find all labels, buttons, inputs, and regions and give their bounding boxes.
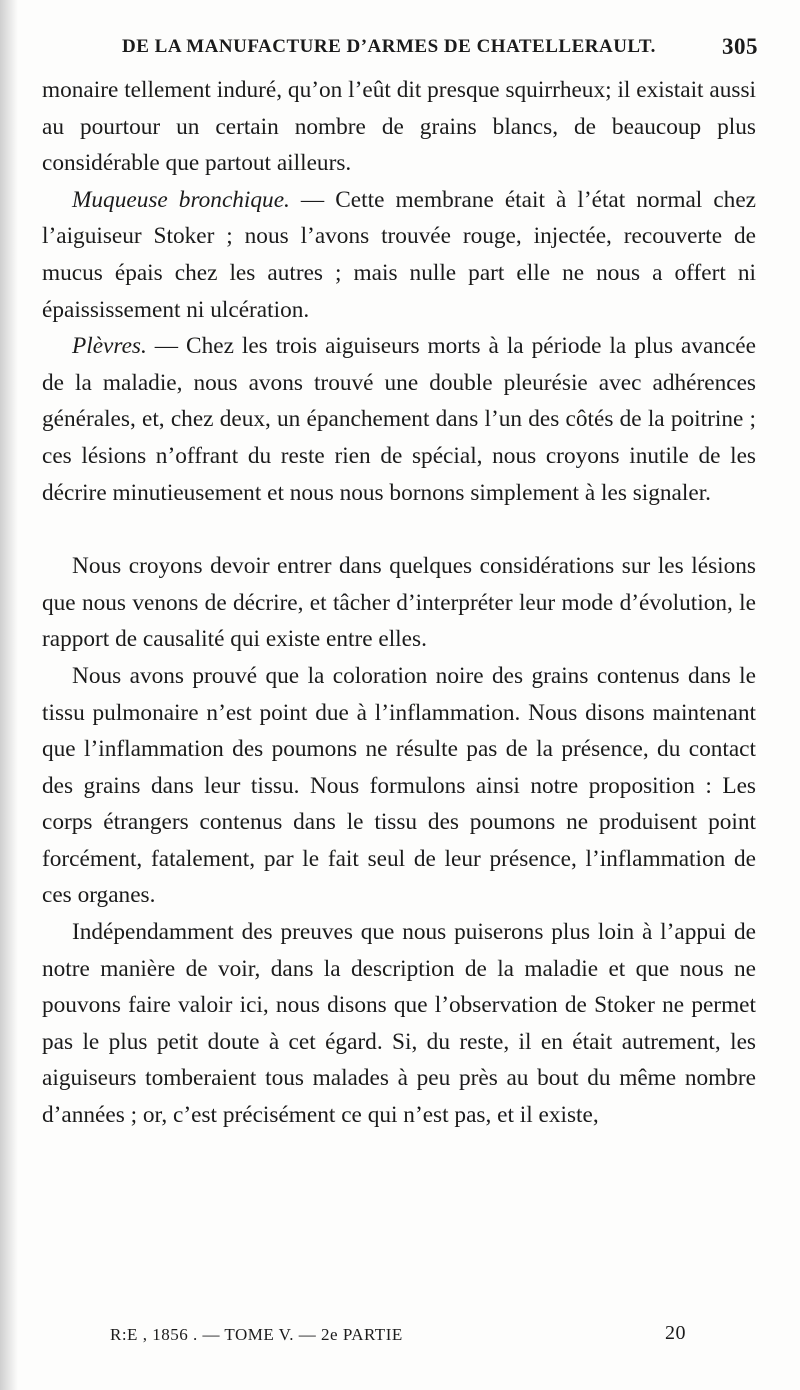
paragraph-4: Nous croyons devoir entrer dans quelques considérations sur les lésions que nous venons de décrire, et tâcher d’interpréter leur mode d’évolution, le rapport de causalité qui existe entre elles.	[42, 553, 756, 653]
running-title: DE LA MANUFACTURE D’ARMES DE CHATELLERAULT.	[122, 36, 656, 57]
paragraph-plevres	[42, 328, 756, 511]
run-in-heading-plevres: Plèvres.	[72, 333, 147, 360]
paragraph-6: Indépendamment des preuves que nous puiserons plus loin à l’appui de notre manière de voir, dans la description de la maladie et que nous ne pouvons faire valoir ici, nous disons que l’observation de Stoker ne permet pas le plus petit doute à cet égard. Si, du reste, il en était autrement, les aiguiseurs tomberaient tous malades à peu près au bout du même nombre d’années ; or, c’est précisément ce qui n’est pas, et il existe,	[42, 919, 756, 1129]
paragraph-muqueuse-text: — Cette membrane était à l’état normal chez l’aiguiseur Stoker ; nous l’avons trouvée rouge, injectée, recouverte de mucus épais chez les autres ; mais nulle part elle ne nous a offert ni épaississement ni ulcération.	[42, 186, 756, 323]
page-number: 305	[722, 34, 758, 59]
signature-line: R:E , 1856 . — TOME V. — 2e PARTIE	[110, 1325, 403, 1344]
signature-number: 20	[665, 1322, 686, 1344]
body-text	[42, 72, 756, 1134]
paragraph-plevres-text: — Chez les trois aiguiseurs morts à la période la plus avancée de la maladie, nous avons trouvé une double pleurésie avec adhérences générales, et, chez deux, un épanchement dans l’un des côtés de la poitrine ; ces lésions n’offrant du reste rien de spécial, nous croyons inutile de les décrire minutieusement et nous nous bornons simplement à les signaler.	[42, 333, 756, 506]
run-in-heading-muqueuse: Muqueuse bronchique.	[72, 186, 290, 213]
paragraph-1: monaire tellement induré, qu’on l’eût dit presque squirrheux; il existait aussi au pourtour un certain nombre de grains blancs, de beaucoup plus considérable que partout ailleurs.	[42, 77, 756, 177]
paragraph-muqueuse	[42, 182, 756, 328]
binding-shadow	[0, 0, 18, 1390]
paragraph-5: Nous avons prouvé que la coloration noire des grains contenus dans le tissu pulmonaire n’est point due à l’inflammation. Nous disons maintenant que l’inflammation des poumons ne résulte pas de la présence, du contact des grains dans leur tissu. Nous formulons ainsi notre proposition : Les corps étrangers contenus dans le tissu des poumons ne produisent point forcément, fatalement, par le fait seul de leur présence, l’inflammation de ces organes.	[42, 662, 756, 909]
